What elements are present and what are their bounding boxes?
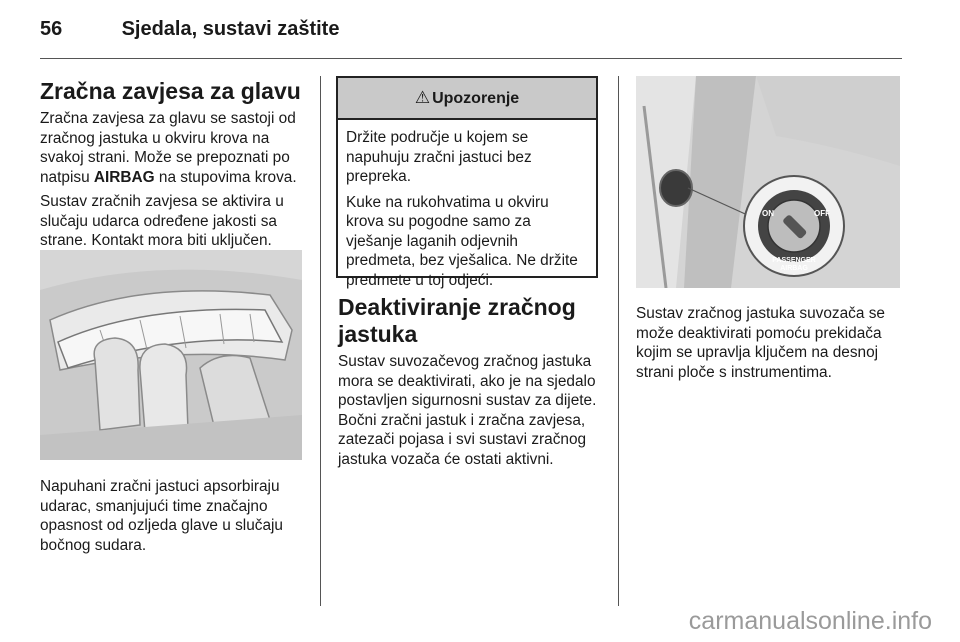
column-3 [636, 304, 902, 387]
section-heading-deactivation: Deaktiviranje zračnog jastuka [338, 294, 576, 347]
switch-off-label: OFF [814, 209, 830, 218]
column-2 [338, 294, 606, 474]
airbag-label: AIRBAG [93, 168, 155, 186]
paragraph: Zračna zavjesa za glavu se sastoji od zračnog jastuka u okviru krova na svakoj strani. Može se prepoznati po natpisu AIRBAG na stupovima krova. [40, 110, 297, 186]
page-header [40, 18, 339, 41]
paragraph: Napuhani zračni jastuci apsorbiraju udarac, smanjujući time značajno opasnost od ozljeda glave u slučaju bočnog sudara. [40, 478, 283, 554]
warning-text: Držite područje u kojem se napuhuju zračni jastuci bez prepreka. [346, 129, 532, 185]
warning-text: Kuke na rukohvatima u okviru krova su pogodne samo za vješanje laganih odjevnih predmeta, bez vješalica. Ne držite predmete u toj odjeći. [346, 193, 578, 289]
warning-icon: ⚠ [414, 88, 431, 107]
warning-title: Upozorenje [432, 90, 520, 107]
warning-box [336, 76, 598, 289]
switch-on-label: ON [762, 209, 774, 218]
paragraph: Sustav zračnog jastuka suvozača se može deaktivirati pomoću prekidača kojim se upravlja ključem na desnoj strani ploče s instrumentima. [636, 305, 885, 381]
switch-label-passenger: PASSENGER [772, 257, 816, 264]
column-1 [40, 78, 308, 256]
page-title: Sjedala, sustavi zaštite [121, 18, 340, 40]
column-divider-2 [618, 76, 619, 606]
column-1-bottom [40, 477, 308, 560]
header-rule [40, 58, 902, 59]
column-divider-1 [320, 76, 321, 606]
section-heading-curtain: Zračna zavjesa za glavu [40, 78, 301, 104]
airbag-switch-illustration [636, 76, 900, 288]
warning-body [338, 120, 596, 290]
paragraph: Sustav zračnih zavjesa se aktivira u slučaju udarca određene jakosti sa strane. Kontakt mora biti uključen. [40, 193, 284, 249]
paragraph: Sustav suvozačevog zračnog jastuka mora se deaktivirati, ako je na sjedalo postavljen sigurnosni sustav za dijete. Bočni zračni jastuk i zračna zavjesa, zatezači pojasa i svi sustavi zračnog jastuka vozača će ostati aktivni. [338, 353, 597, 468]
page-number: 56 [40, 18, 63, 40]
warning-header [338, 78, 596, 120]
switch-label-airbag: AIRBAG [780, 265, 808, 272]
curtain-airbag-illustration [40, 250, 302, 460]
watermark: carmanualsonline.info [688, 607, 932, 635]
